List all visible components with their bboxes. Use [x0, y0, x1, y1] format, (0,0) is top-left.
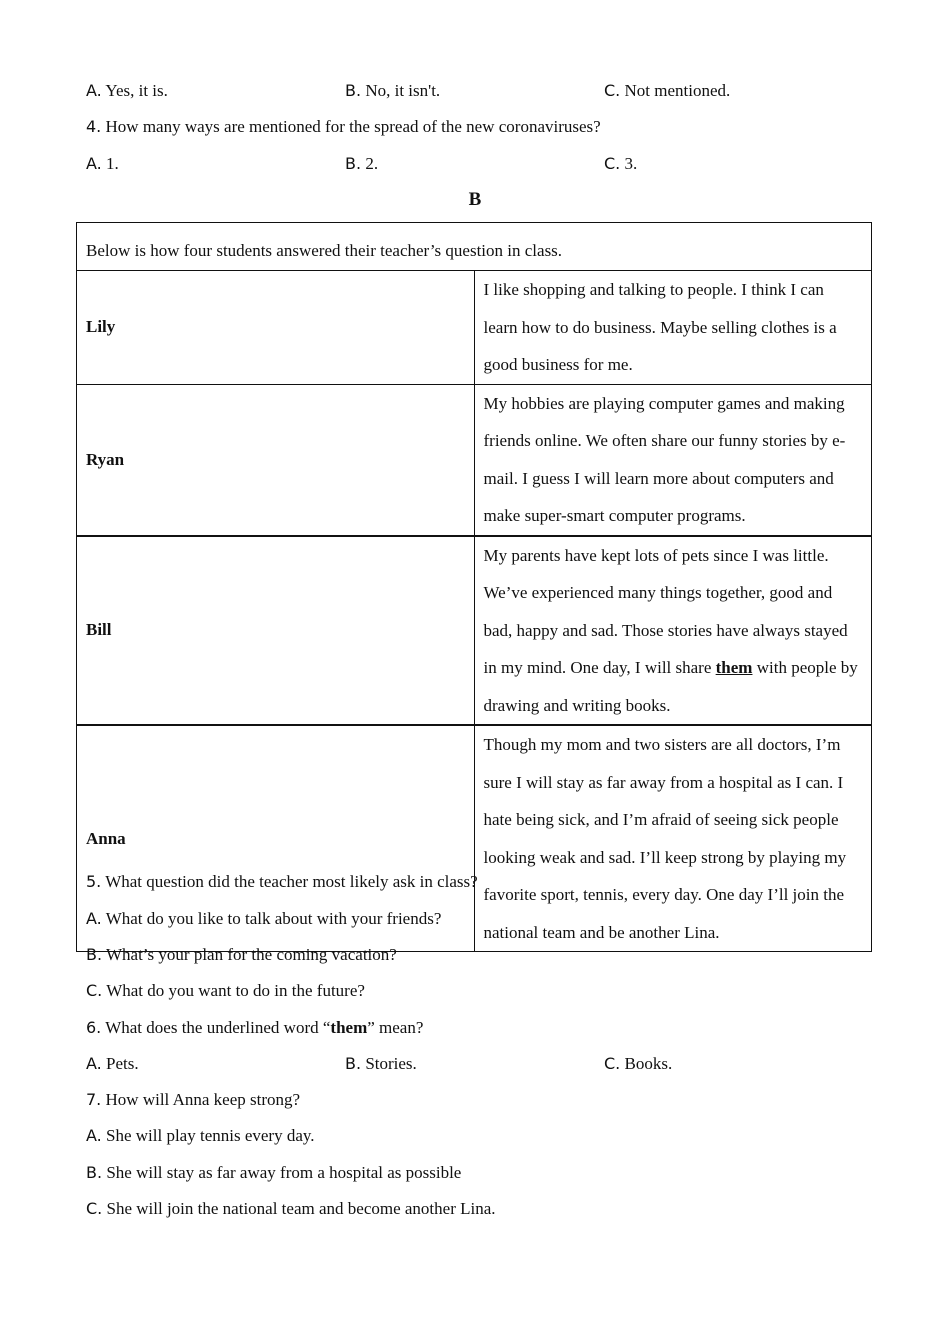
student-answer: [474, 384, 872, 536]
intro-cell: [77, 223, 872, 271]
student-answer: [474, 725, 872, 952]
option-text: What’s your plan for the coming vacation?: [106, 945, 397, 964]
option-label: B.: [86, 945, 103, 964]
question-number: 5.: [86, 872, 102, 891]
q7-option-c: [86, 1198, 496, 1220]
question-number: 4.: [86, 117, 102, 136]
option-label: B.: [345, 1054, 362, 1073]
option-text: Pets.: [106, 1054, 139, 1073]
q7-option-b: [86, 1162, 461, 1184]
table-row: [77, 271, 872, 385]
answer-text-before: My parents have kept lots of pets since I was little. We’ve experienced many things together, good and bad, happy and sad. Those stories have always stayed in my mind. One day, I will share: [483, 545, 848, 677]
answer-text-after: with people by drawing and writing books.: [483, 658, 858, 715]
option-text: Not mentioned.: [624, 81, 731, 100]
question-text: How will Anna keep strong?: [105, 1090, 301, 1109]
passage-table: [76, 222, 872, 952]
option-label: C.: [604, 1054, 621, 1073]
question-number: 7.: [86, 1090, 102, 1109]
answer-text: [484, 537, 863, 725]
option-text: Yes, it is.: [105, 81, 168, 100]
table-row: [77, 384, 872, 536]
option-label: B.: [86, 1163, 103, 1182]
section-heading: B: [468, 189, 482, 210]
option-label: A.: [86, 81, 102, 100]
question-text: What question did the teacher most likely ask in class?: [105, 872, 478, 891]
q3-option-b: [345, 80, 440, 102]
option-label: C.: [86, 981, 103, 1000]
option-text: No, it isn't.: [365, 81, 441, 100]
student-answer: [474, 536, 872, 726]
answer-text: I like shopping and talking to people. I think I can learn how to do business. Maybe selling clothes is a good business for me.: [483, 280, 837, 374]
q3-option-a: [86, 80, 168, 102]
option-text: 1.: [106, 154, 119, 173]
q4-option-a: [86, 153, 119, 175]
student-name: Anna: [77, 725, 475, 952]
option-text: 2.: [365, 154, 379, 173]
table-row: [77, 536, 872, 726]
option-label: A.: [86, 1054, 102, 1073]
q6-option-c: [604, 1053, 672, 1075]
intro-text: Below is how four students answered their teacher’s question in class.: [86, 241, 563, 260]
question-number: 6.: [86, 1018, 102, 1037]
question-5: [86, 871, 478, 893]
q6-option-b: [345, 1053, 417, 1075]
option-label: C.: [604, 154, 621, 173]
option-label: A.: [86, 1126, 102, 1145]
question-text: How many ways are mentioned for the spread of the new coronaviruses?: [105, 117, 601, 136]
option-text: She will play tennis every day.: [106, 1126, 315, 1145]
option-text: Stories.: [365, 1054, 417, 1073]
option-label: C.: [86, 1199, 103, 1218]
option-text: She will stay as far away from a hospital as possible: [106, 1163, 462, 1182]
question-text-before: What does the underlined word “: [105, 1018, 331, 1037]
q6-option-a: [86, 1053, 139, 1075]
option-label: A.: [86, 154, 102, 173]
option-text: 3.: [624, 154, 638, 173]
q5-option-c: [86, 980, 365, 1002]
question-4: [86, 116, 601, 138]
student-name: Bill: [77, 536, 475, 726]
option-label: C.: [604, 81, 621, 100]
student-answer: [474, 271, 872, 385]
student-name: Ryan: [77, 384, 475, 536]
option-text: She will join the national team and become another Lina.: [106, 1199, 496, 1218]
question-keyword: them: [330, 1018, 368, 1037]
question-text-after: ” mean?: [367, 1018, 424, 1037]
option-text: What do you like to talk about with your friends?: [105, 909, 442, 928]
q7-option-a: [86, 1125, 315, 1147]
q4-option-c: [604, 153, 637, 175]
intro-row: [77, 223, 872, 271]
student-name: Lily: [77, 271, 475, 385]
answer-text: My hobbies are playing computer games and making friends online. We often share our funny stories by e-mail. I guess I will learn more about computers and make super-smart computer programs.: [483, 393, 846, 525]
q4-option-b: [345, 153, 378, 175]
question-6: [86, 1017, 423, 1039]
option-label: A.: [86, 909, 102, 928]
q5-option-a: [86, 908, 441, 930]
underlined-word: them: [715, 658, 753, 677]
option-text: What do you want to do in the future?: [106, 981, 365, 1000]
option-label: B.: [345, 81, 362, 100]
option-text: Books.: [624, 1054, 673, 1073]
option-label: B.: [345, 154, 362, 173]
answer-text: Though my mom and two sisters are all doctors, I’m sure I will stay as far away from a hospital as I can. I hate being sick, and I’m afraid of seeing sick people looking weak and sad. I’ll keep strong by playing my favorite sport, tennis, every day. One day I’ll join the national team and be another Lina.: [483, 735, 847, 942]
q5-option-b: [86, 944, 397, 966]
question-7: [86, 1089, 300, 1111]
q3-option-c: [604, 80, 730, 102]
